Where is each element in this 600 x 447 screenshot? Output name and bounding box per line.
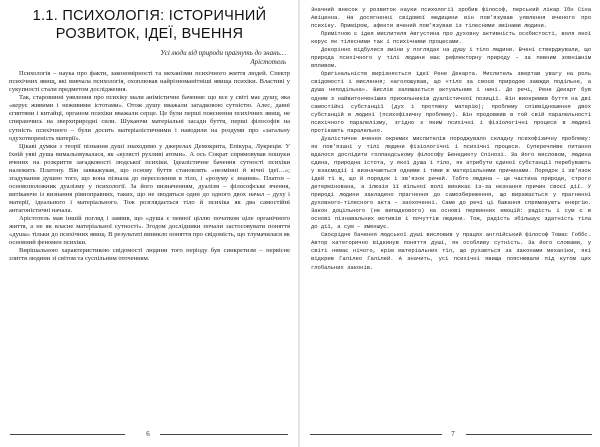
- footer-rule: [10, 434, 125, 435]
- paragraph: Психологія – наука про факти, закономірності та механізми психічного життя людей. Спектр психічних явищ, які вивчала психологія, охоплював найрізноманітніші явища психіки. Властиві у сукупності стали предметом дослідження.: [9, 70, 290, 94]
- paragraph: Оригінальністю вирізняється ідеї Рене Декарта. Мислитель звертав увагу на роль свідомості і мислення; наголошував, що «тіло за своєю природою завжди подільне, а душа неподільна». Вислів залишається актуальним і нині. До речі, Рене Декарт був одним з найвитонченіших прихильників дуалістичної позиції. Він виокремив буття на дві самостійні субстанції (дух і протяжну матерію); проблему співвідношення двох субстанцій в людині (психофізичну проблему). Він продовжив в той свій паралельності психічного паралелізму, згідно з яким психічні і фізіологічні процеси в людині протікають паралельно.: [311, 70, 591, 134]
- epigraph-author: Арістотель: [250, 57, 286, 66]
- chapter-title-line-1: 1.1. ПСИХОЛОГІЯ: ІСТОРИЧНИЙ: [32, 8, 267, 24]
- paragraph: Своєрідне бачення людської душі висловив у працях англійський філософ Томас Гоббс. Автор категорично відкинув поняття душі, як особливу сутність. За його словами, у світі немає нічого, крім матеріальних тіл, що рухаються за законами механіки, які відкрив Галілео Галілей. А значить, усі психічні явища пояснювали під кутом цих глобальних законів.: [311, 231, 591, 271]
- epigraph-quote: Усі люди від природи прагнуть до знань…: [160, 49, 286, 57]
- paragraph: Примітною є ідея мислителя Августина про духовну активність особистості, воля якої керує як тілесними так і психічними процесами.: [311, 30, 591, 46]
- footer-rule: [160, 434, 288, 435]
- epigraph: [9, 49, 286, 66]
- paragraph: Цікаві думки з теорії пізнання душі знаходимо у джерелах Демокрита, Епікура, Лукреція. У їхній уяві душа вимальовувалася, як «кулясті рухливі атоми». А ось Сократ спрямовував пошуки вчених на розкриття загадковості людської психіки. Ідеалістичне бачення сутності психіки належить Платону. Він завважував, що основу буття становлять «незмінні й вічні ідеї…»; згадування душею того, що вона пізнала до переселення в тіло, і «розуму є знання». Платон – основоположник дуалізму у психології. За його визначенням, дуалізм – філософське вчення, витікаюче із визнання рівноправних, таких, що не зводяться один до одного двох начал – духу і матерії, ідеального і матеріального. Тож розглядається тіло й психіка як два самостійні антагоністичні начала.: [9, 142, 290, 214]
- chapter-title-line-2: РОЗВИТОК, ІДЕЇ, ВЧЕННЯ: [55, 26, 244, 42]
- paragraph: Докорінно відбулися зміни у поглядах на душу і тіло людини. Вчені стверджували, що природа психічного у тілі людини має рефлекторну природу – за певним зовнішнім впливом.: [311, 46, 591, 70]
- paragraph: Так, старовинні уявлення про психіку мали анімістичне бачення: що все у світі має душу, яка «керує живими і неживими істотами». Отож душу вважали загадковою сутністю. Алес, давні єгиптяни і китайці, органом психіки вважали серце. Це були перші пояснення психічних явищ, не спираючись на зверхприродні сили. Шукаючи матеріальні засади буття, перші філософів на сутність психічного – були досить матеріалістичними і наводили на роздуми про «загальну одухотвореність матерії».: [9, 94, 290, 142]
- page-number: 7: [451, 430, 455, 438]
- page-number: 6: [146, 430, 150, 438]
- chapter-title: [9, 7, 290, 43]
- footer-rule: [310, 434, 442, 435]
- page-footer: [300, 430, 600, 438]
- paragraph: Арістотель мав іншій погляд і заявив, що «душа є певної ціллю початком ціле органічного життя, а не як власне матеріальної сутності». Згодом дослідники почали застосовувати поняття «душа» тільки до психічних явищ. В результаті виникло поняття про свідомість, що тлумачилася як основний феномен психіки.: [9, 215, 290, 247]
- paragraph: Дуалістичне вчення окремих мислителів породжувало складну психофізичну проблему: як пов'язані у тілі людини фізіологічні і психічні процеси. Суперечливе питання вдалося дослідити голландському філософу Бенедикту Спінозі. За його висловом, людина єдина, природна істота, у якої душа і тіло, як атрибути єдиної субстанції перебувають у взаємодії і визначаються одними і тими ж матеріальними причинами. Порядок і зв'язок ідей ті ж, що й порядок і зв'язок речей. Тобто людина – це частина природи, строго детермінована, а ілюзія її вільної волі виникає із-за незнання причин своєї дії. У природі людини закладено прагнення до самозбереження, що виражається у прагненні духовного-тілесного акта – заохоченні. Саме до речі ці бажання спрямовують енергію. Закон доцільного (не випадкового) на основі первинних емоцій: радість і сум є в основі пізнавальних мотивів і почуттів людини. Тож, радість збільшує здатність тіла до дії, а сум – зменшує.: [311, 134, 591, 231]
- left-page: [0, 0, 298, 447]
- right-page: [300, 0, 600, 447]
- paragraph: Вирішальною характеристикою свідомості людини того періоду був синкретизм – первісне злиття людини зі світом та суспільним оточенням.: [9, 247, 290, 263]
- footer-rule: [466, 434, 592, 435]
- page-footer: [0, 430, 298, 438]
- paragraph: Значний внесок у розвиток науки психології зробив філософ, перський лікар Ібн Сіна Авіценна. На досягненні свідомої медицини він пов'язував уявлення вченого про психіку. Приміром, афекти вчений пов'язував із тілесними змінами людини.: [311, 6, 591, 30]
